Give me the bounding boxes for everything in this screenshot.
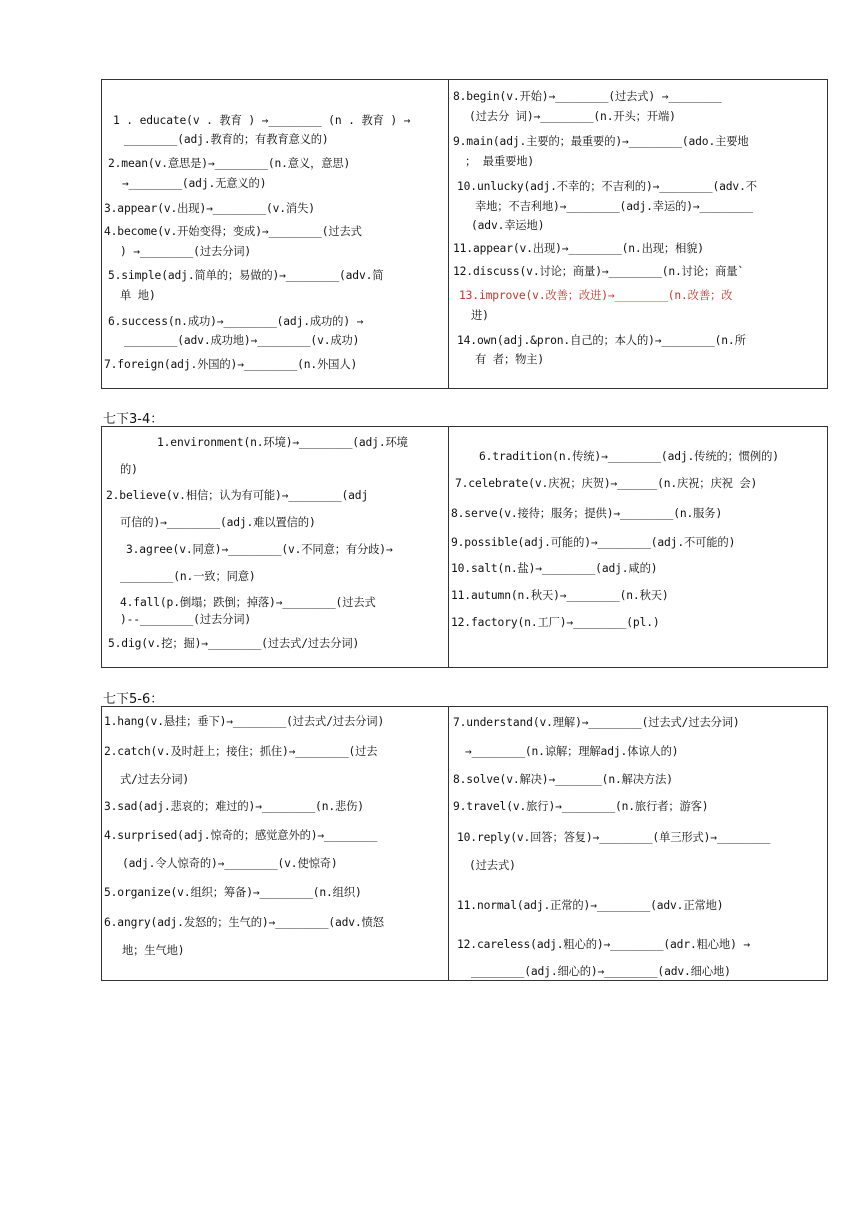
entry-line: )--________(过去分词) <box>120 613 252 626</box>
column-left <box>102 80 448 388</box>
entry-line: (adj.令人惊奇的)→________(v.使惊奇) <box>122 857 338 870</box>
entry-line: 6.angry(adj.发怒的；生气的)→________(adv.愤怒 <box>104 916 384 929</box>
entry-line: 12.factory(n.工厂)→________(pl.) <box>451 616 660 629</box>
column-right <box>449 80 827 388</box>
entry-line: ； 最重要地) <box>465 155 535 168</box>
column-left <box>102 427 448 667</box>
entry-line: 5.organize(v.组织；筹备)→________(n.组织) <box>104 886 362 899</box>
entry-line: ________(adj.细心的)→________(adv.细心地) <box>471 965 731 978</box>
entry-line: 2.believe(v.相信；认为有可能)→________(adj <box>106 489 369 502</box>
column-right <box>449 707 827 980</box>
entry-line: 9.travel(v.旅行)→________(n.旅行者；游客) <box>453 800 709 813</box>
entry-line: 3.agree(v.同意)→________(v.不同意；有分歧)→ <box>126 543 393 556</box>
entry-line: →________(adj.无意义的) <box>122 177 267 190</box>
entry-line: 进) <box>471 309 489 322</box>
entry-line: 2.catch(v.及时赶上；接住；抓住)→________(过去 <box>104 745 378 758</box>
entry-line: ________(n.一致；同意) <box>120 570 256 583</box>
entry-line: 8.begin(v.开始)→________(过去式) →________ <box>453 90 722 103</box>
entry-line: (adv.幸运地) <box>471 219 545 232</box>
column-right <box>449 427 827 667</box>
entry-line: ________(adj.教育的；有教育意义的) <box>124 133 329 146</box>
entry-line: 7.understand(v.理解)→________(过去式/过去分词) <box>453 716 740 729</box>
entry-line: →________(n.谅解；理解adj.体谅人的) <box>465 745 679 758</box>
entry-line: 8.solve(v.解决)→_______(n.解决方法) <box>453 773 673 786</box>
entry-line: 10.unlucky(adj.不幸的；不吉利的)→________(adv.不 <box>457 180 757 193</box>
entry-line: (过去分 词)→________(n.开头；开端) <box>469 110 676 123</box>
entry-line: 6.success(n.成功)→________(adj.成功的) → <box>108 315 364 328</box>
entry-line-highlight: 13.improve(v.改善；改进)→________(n.改善；改 <box>459 289 733 302</box>
section-title: 七下3-4： <box>103 412 164 427</box>
entry-line: 幸地；不吉利地)→________(adj.幸运的)→________ <box>475 200 753 213</box>
entry-line: 14.own(adj.&pron.自己的；本人的)→________(n.所 <box>457 334 746 347</box>
entry-line: 2.mean(v.意思是)→________(n.意义，意思) <box>108 157 351 170</box>
entry-line: 3.sad(adj.悲哀的；难过的)→________(n.悲伤) <box>104 800 364 813</box>
entry-line: 4.surprised(adj.惊奇的；感觉意外的)→________ <box>104 829 378 842</box>
entry-line: 地；生气地) <box>122 944 185 957</box>
entry-line: 7.celebrate(v.庆祝；庆贺)→______(n.庆祝；庆祝 会) <box>455 477 758 490</box>
entry-line: 4.fall(p.倒塌；跌倒；掉落)→________(过去式 <box>120 596 376 609</box>
entry-line: 4.become(v.开始变得；变成)→________(过去式 <box>104 225 362 238</box>
entry-line: 9.main(adj.主要的；最重要的)→________(ado.主要地 <box>453 135 749 148</box>
entry-line: 12.careless(adj.粗心的)→________(adr.粗心地) → <box>457 938 751 951</box>
entry-line: 5.dig(v.挖；掘)→________(过去式/过去分词) <box>108 637 360 650</box>
entry-line: ) →________(过去分词) <box>120 245 252 258</box>
entry-line: 有 者；物主) <box>475 353 545 366</box>
entry-line: 9.possible(adj.可能的)→________(adj.不可能的) <box>451 536 736 549</box>
entry-line: 6.tradition(n.传统)→________(adj.传统的；惯例的) <box>479 450 779 463</box>
entry-line: 3.appear(v.出现)→________(v.消失) <box>104 202 315 215</box>
entry-line: 11.autumn(n.秋天)→________(n.秋天) <box>451 589 669 602</box>
entry-line: 单 地) <box>120 289 156 302</box>
table-words-3 <box>101 706 828 981</box>
entry-line: 12.discuss(v.讨论；商量)→________(n.讨论；商量` <box>453 265 745 278</box>
entry-line: 10.reply(v.回答；答复)→________(单三形式)→________ <box>457 831 771 844</box>
entry-line: 可信的)→________(adj.难以置信的) <box>120 516 316 529</box>
entry-line: 7.foreign(adj.外国的)→________(n.外国人) <box>104 358 358 371</box>
entry-line: 1 . educate(v . 教育 ) →________ (n . 教育 ) → <box>113 114 411 127</box>
entry-line: 的) <box>120 463 138 476</box>
entry-line: 8.serve(v.接待；服务；提供)→________(n.服务) <box>451 507 723 520</box>
entry-line: 11.appear(v.出现)→________(n.出现；相貌) <box>453 242 704 255</box>
entry-line: 1.hang(v.悬挂；垂下)→________(过去式/过去分词) <box>104 715 385 728</box>
entry-line: 5.simple(adj.简单的；易做的)→________(adv.简 <box>108 269 384 282</box>
entry-line: ________(adv.成功地)→________(v.成功) <box>124 334 360 347</box>
entry-line: 1.environment(n.环境)→________(adj.环境 <box>157 436 408 449</box>
entry-line: 式/过去分词) <box>120 773 190 786</box>
section-title: 七下5-6： <box>103 692 164 707</box>
entry-line: 10.salt(n.盐)→________(adj.咸的) <box>451 562 658 575</box>
entry-line: (过去式) <box>469 859 516 872</box>
column-left <box>102 707 448 980</box>
table-words-2 <box>101 426 828 668</box>
table-words-1 <box>101 79 828 389</box>
entry-line: 11.normal(adj.正常的)→________(adv.正常地) <box>457 899 724 912</box>
